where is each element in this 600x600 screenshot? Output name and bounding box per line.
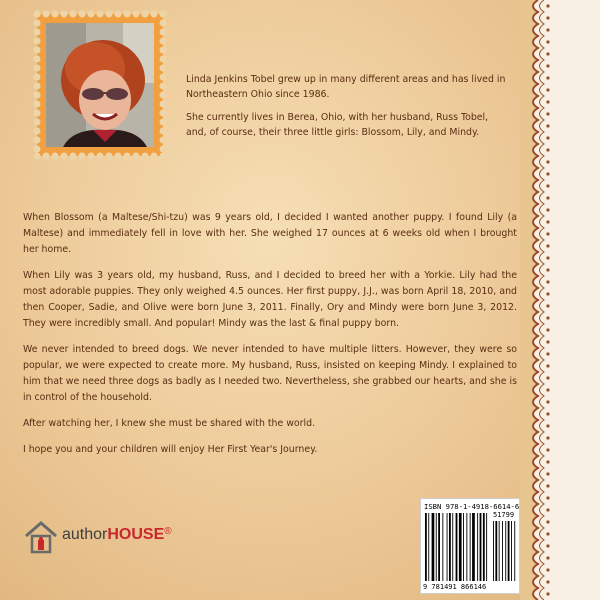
barcode-bars (421, 499, 519, 593)
scalloped-border (520, 0, 600, 600)
isbn-barcode (420, 498, 520, 594)
description-paragraph: When Blossom (a Maltese/Shi-tzu) was 9 years old, I decided I wanted another puppy. I found Lily (a Maltese) and immediately fell in love with her. She weighed 17 ounces at 6 weeks old when I brought her home. (23, 212, 517, 255)
scallop-ornament (520, 0, 600, 600)
description-paragraph: When Lily was 3 years old, my husband, Russ, and I decided to breed her with a Yorkie. Lily had the most adorable puppies. They only weighed 4.5 ounces. Her first puppy, J.J., was born April 18, 2010, and then Cooper, Sadie, and Olive were born June 3, 2011. Finally, Ory and Mindy were born June 3, 2012. They were incredibly small. And popular! Mindy was the last & final puppy born. (23, 270, 517, 329)
description-paragraph: I hope you and your children will enjoy Her First Year's Journey. (23, 444, 318, 455)
author-photo-stamp (33, 10, 167, 160)
author-photo (33, 10, 167, 160)
publisher-name: authorHOUSE® (62, 526, 172, 543)
price-code: 51799 (493, 511, 515, 519)
publisher-logo (24, 520, 194, 556)
house-icon (24, 520, 58, 556)
description-paragraph: After watching her, I knew she must be shared with the world. (23, 418, 316, 429)
book-description (23, 210, 517, 468)
description-paragraph: We never intended to breed dogs. We never intended to have multiple litters. However, they were so popular, we were expected to create more. My husband, Russ, insisted on keeping Mindy. I explained to him that we need three dogs as badly as I needed two. Nevertheless, she grabbed our hearts, and she is in control of the household. (23, 344, 517, 403)
isbn-text: ISBN 978-1-4918-6614-6 (424, 502, 520, 511)
barcode-number: 9 781491 866146 (423, 583, 487, 591)
bio-paragraph: Linda Jenkins Tobel grew up in many different areas and has lived in Northeastern Ohio since 1986. (186, 74, 506, 100)
author-bio (186, 72, 506, 148)
bio-paragraph: She currently lives in Berea, Ohio, with her husband, Russ Tobel, and, of course, their three little girls: Blossom, Lily, and Mindy. (186, 112, 489, 138)
